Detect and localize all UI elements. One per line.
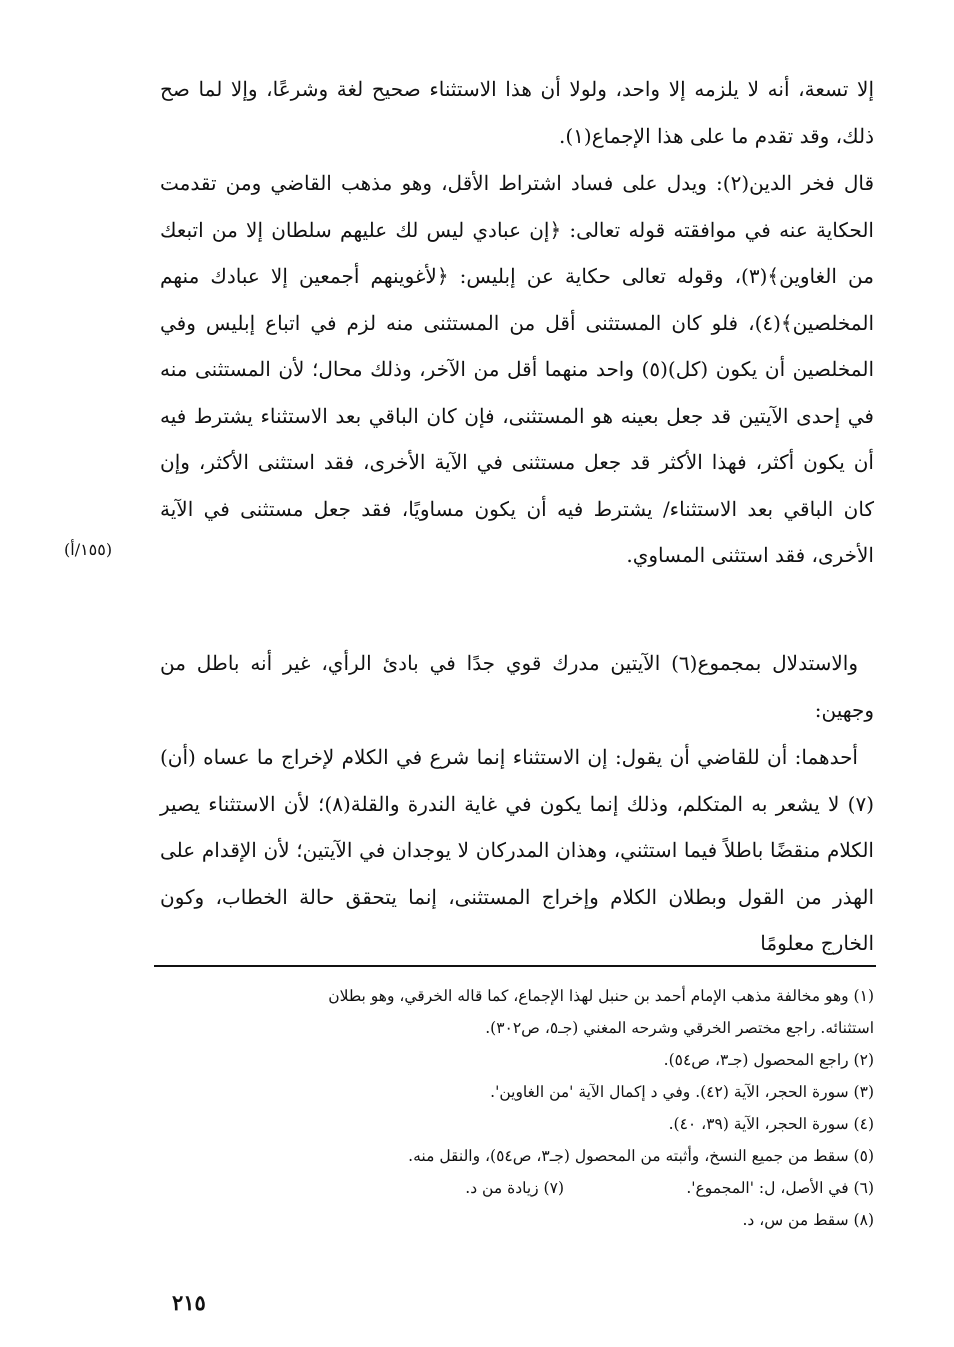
main-text-paragraph-2 (160, 160, 874, 579)
footnote-1-continued: استثنائه. راجع مختصر الخرقي وشرحه المغني (جـ٥، ص٣٠٢). (485, 1019, 874, 1037)
footnote-2: (٢) راجع المحصول (جـ٣، ص٥٤). (663, 1051, 874, 1069)
footnote-6: (٦) في الأصل، ل: 'المجموع'. (686, 1179, 874, 1197)
footnote-4: (٤) سورة الحجر، الآية (٣٩، ٤٠). (668, 1115, 874, 1133)
main-text-paragraph-3 (160, 640, 874, 733)
page-number: ٢١٥ (172, 1290, 206, 1315)
footnote-1: (١) وهو مخالفة مذهب الإمام أحمد بن حنبل لهذا الإجماع، كما قاله الخرقي، وهو بطلان (328, 987, 874, 1005)
footnote-3: (٣) سورة الحجر، الآية (٤٢). وفي د إكمال الآية 'من الغاوين'. (490, 1083, 874, 1101)
footnote-separator-line (154, 965, 876, 967)
paragraph-text: إلا تسعة، أنه لا يلزمه إلا واحد، ولولا أن هذا الاستثناء صحيح لغة وشرعًا، وإلا لما صح ذلك، وقد تقدم ما على هذا الإجماع(١). (160, 77, 874, 148)
footnote-row-6-7 (160, 1172, 874, 1204)
footnotes-section (160, 980, 874, 1236)
paragraph-text: قال فخر الدين(٢): ويدل على فساد اشتراط الأقل، وهو مذهب القاضي ومن تقدمت الحكاية عنه في موافقته قوله تعالى: ﴿إن عبادي ليس لك عليهم سلطان إلا من اتبعك من الغاوين﴾(٣)، وقوله تعالى حكاية عن إبليس: ﴿لأغوينهم أجمعين إلا عبادك منهم المخلصين﴾(٤)، فلو كان المستثنى أقل من المستثنى منه لزم في اتباع إبليس وفي المخلصين أن يكون (كل)(٥) واحد منهما أقل من الآخر، وذلك محال؛ لأن المستثنى منه في إحدى الآيتين قد جعل بعينه هو المستثنى، فإن كان الباقي بعد الاستثناء يشترط فيه أن يكون أكثر، فهذا الأكثر قد جعل مستثنى في الآية الأخرى، فقد استثنى الأكثر، وإن كان الباقي بعد الاستثناء/ يشترط فيه أن يكون مساويًا، فقد جعل مستثنى في الآية الأخرى، فقد استثنى المساوي. (160, 171, 875, 567)
paragraph-text: أحدهما: أن للقاضي أن يقول: إن الاستثناء إنما شرع في الكلام لإخراج ما عساه (أن)(٧) لا يشعر به المتكلم، وذلك إنما يكون في غاية الندرة والقلة(٨)؛ لأن الاستثناء يصير الكلام منقضًا باطلاً فيما استثني، وهذان المدركان لا يوجدان في الآيتين؛ لأن الإقدام على الهذر من القول وبطلان الكلام وإخراج المستثنى، إنما يتحقق حالة الخطاب، وكون الخارج معلومًا (160, 745, 874, 955)
footnote-8: (٨) سقط من س، د. (742, 1211, 874, 1229)
main-text-paragraph-1 (160, 66, 874, 159)
footnote-5: (٥) سقط من جميع النسخ، وأثبته من المحصول (جـ٣، ص٥٤)، والنقل منه. (408, 1147, 874, 1165)
paragraph-text: والاستدلال بمجموع(٦) الآيتين مدرك قوي جدًا في بادئ الرأي، غير أنه باطل من وجهين: (160, 651, 874, 722)
manuscript-folio-marker: (١٥٥/أ) (64, 540, 113, 559)
main-text-paragraph-4 (160, 734, 874, 967)
footnote-7: (٧) زيادة من د. (465, 1179, 564, 1197)
